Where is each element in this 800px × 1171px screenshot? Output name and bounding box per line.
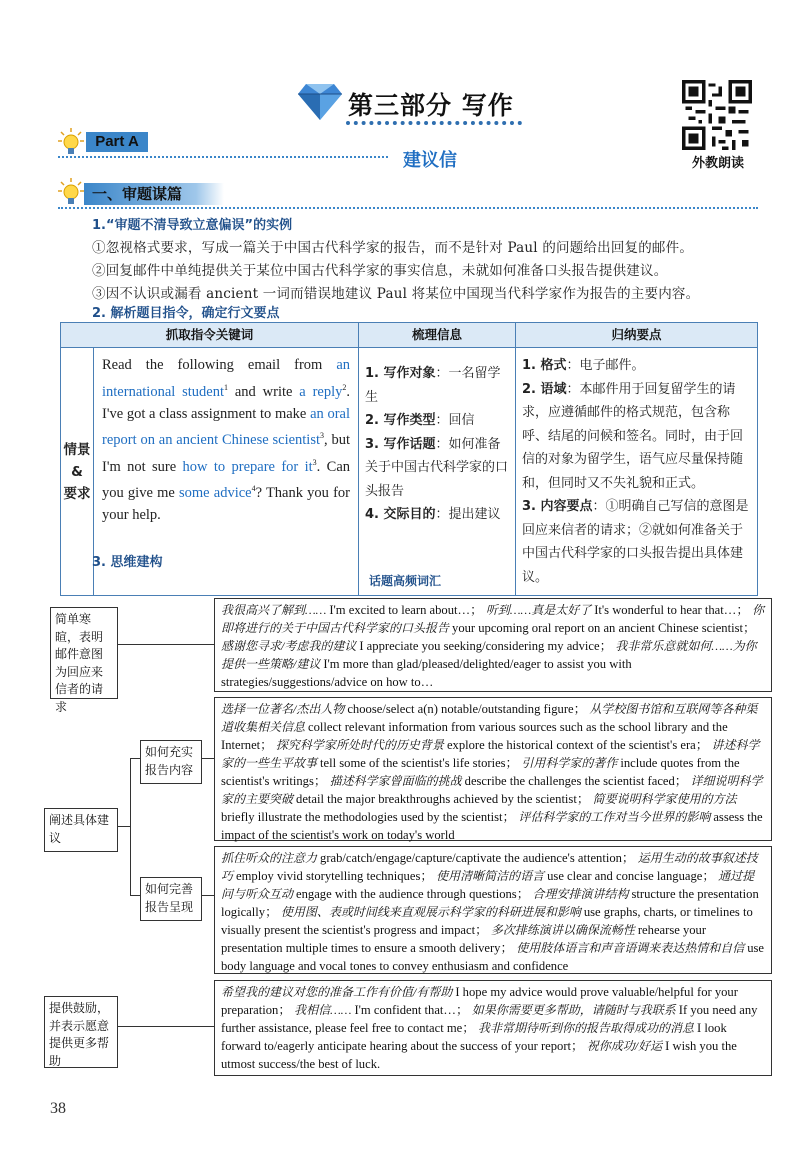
q1-title: 1.“审题不清导致立意偏误”的实例 xyxy=(92,218,293,233)
section-divider xyxy=(58,207,758,209)
connector xyxy=(200,758,214,759)
connector xyxy=(130,895,140,896)
part-badge: Part A xyxy=(86,132,148,152)
table-header: 抓取指令关键词 xyxy=(61,323,359,348)
table-header: 梳理信息 xyxy=(359,323,516,348)
q3-title: 3. 思维建构 xyxy=(92,555,163,570)
connector xyxy=(130,758,140,759)
connector xyxy=(200,895,214,896)
section-badge: 一、审题谋篇 xyxy=(84,183,224,205)
part-divider xyxy=(58,156,388,158)
table-row xyxy=(61,348,758,596)
vocab-box-content: 选择一位著名/杰出人物 choose/select a(n) notable/outstanding figure； 从学校图书馆和互联网等各种渠道收集相关信息 collect relevant information from various sources such as the school library and the Internet； 探究科学家所处时代的历史背景 explore the historical context of the scientist's era； 讲述科学家的一些生平故事 tell some of the scientist's life stories； 引用科学家的著作 include quotes from the scientist's writings； 描述科学家曾面临的挑战 describe the challenges the scientist faced； 详细说明科学家的主要突破 detail the major breakthroughs achieved by the scientist； 简要说明科学家使用的方法 briefly illustrate the methodologies used by the scientist； 评估科学家的工作对当今世界的影响 assess the impact of the scientist's work on today's world xyxy=(214,697,772,841)
subtitle: 建议信 xyxy=(403,150,457,171)
analysis-table xyxy=(60,322,758,596)
connector xyxy=(116,1026,214,1027)
summary-cell: 1. 格式：电子邮件。 2. 语域：本邮件用于回复留学生的请求，应遵循邮件的格式规范，包含称呼、结尾的问候和签名。同时，由于回信的对象为留学生，语气应尽量保持随和，但同时又不失礼貌和正式。 3. 内容要点：①明确自己写信的意图是回应来信者的请求；②就如何准备关于中国古代科学家的口头报告提出具体建议。 xyxy=(516,348,758,596)
table-header-row xyxy=(61,323,758,348)
connector xyxy=(116,826,130,827)
vocab-box-closing: 希望我的建议对您的准备工作有价值/有帮助 I hope my advice would prove valuable/helpful for your preparation； 我相信…… I'm confident that…； 如果你需要更多帮助，请随时与我联系 If you need any further assistance, please feel free to contact me； 我非常期待听到你的报告取得成功的消息 I look forward to/eagerly anticipate hearing about the success of your report； 祝你成功/好运 I wish you the utmost success/the best of luck. xyxy=(214,980,772,1076)
node-encourage: 提供鼓励，并表示愿意提供更多帮助 xyxy=(44,996,118,1068)
vocab-box-greeting: 我很高兴了解到…… I'm excited to learn about…； 听到……真是太好了 It's wonderful to hear that…； 你即将进行的关于中国古代科学家的口头报告 your upcoming oral report on an ancient Chinese scientist； 感谢您寻求/考虑我的建议 I appreciate you seeking/considering my advice； 我非常乐意就如何……为你提供一些策略/建议 I'm more than glad/pleased/delighted/eager to assist you with strategies/suggestions/advice on how to… xyxy=(214,598,772,692)
lightbulb-icon xyxy=(58,128,84,156)
page-number: 38 xyxy=(50,1100,66,1117)
vocab-title: 话题高频词汇 xyxy=(368,574,441,588)
prompt-cell: Read the following email from an international student$^1$ and write a reply$^2$. I've got a class assignment to make an oral report on an ancient Chinese scientist$^3$, but I'm not sure how to prepare for $it^3$. Can you give me some advice$^4$? Thank you for your help. xyxy=(94,348,359,596)
q2-title: 2. 解析题目指令，确定行文要点 xyxy=(92,306,280,321)
table-header: 归纳要点 xyxy=(516,323,758,348)
qr-code-icon[interactable] xyxy=(682,80,752,150)
info-cell: 1. 写作对象：一名留学生 2. 写作类型：回信 3. 写作话题：如何准备关于中国古代科学家的口头报告 4. 交际目的：提出建议 xyxy=(359,348,516,596)
q1-item: ②回复邮件中单纯提供关于某位中国古代科学家的事实信息，未就如何准备口头报告提供建议。 xyxy=(92,263,668,279)
connector xyxy=(130,758,131,895)
vocab-box-delivery: 抓住听众的注意力 grab/catch/engage/capture/captivate the audience's attention； 运用生动的故事叙述技巧 employ vivid storytelling techniques； 使用清晰简洁的语言 use clear and concise language； 通过提问与听众互动 engage with the audience through questions； 合理安排演讲结构 structure the presentation logically； 使用图、表或时间线来直观展示科学家的科研进展和影响 use graphs, charts, or timelines to visually present the scientist's progress and impact； 多次排练演讲以确保流畅性 rehearse your presentation multiple times to ensure a smooth delivery； 使用肢体语言和声音语调来表达热情和自信 use body language and vocal tones to convey enthusiasm and confidence xyxy=(214,846,772,974)
node-improve-delivery: 如何完善报告呈现 xyxy=(140,877,202,921)
diamond-icon xyxy=(298,82,342,120)
lightbulb-icon xyxy=(58,178,84,206)
qr-caption: 外教朗读 xyxy=(691,156,744,171)
node-suggestions: 阐述具体建议 xyxy=(44,808,118,852)
node-greeting: 简单寒暄，表明邮件意图为回应来信者的请求 xyxy=(50,607,118,699)
page-title: 第三部分 写作 xyxy=(348,91,514,120)
q1-item: ③因不认识或漏看 ancient 一词而错误地建议 Paul 将某位中国现当代科学家作为报告的主要内容。 xyxy=(92,286,700,302)
row-label: 情景 & 要求 xyxy=(61,348,94,596)
title-underline xyxy=(346,121,522,125)
connector xyxy=(116,644,214,645)
node-enrich-content: 如何充实报告内容 xyxy=(140,740,202,784)
q1-item: ①忽视格式要求，写成一篇关于中国古代科学家的报告，而不是针对 Paul 的问题给出回复的邮件。 xyxy=(92,240,694,256)
